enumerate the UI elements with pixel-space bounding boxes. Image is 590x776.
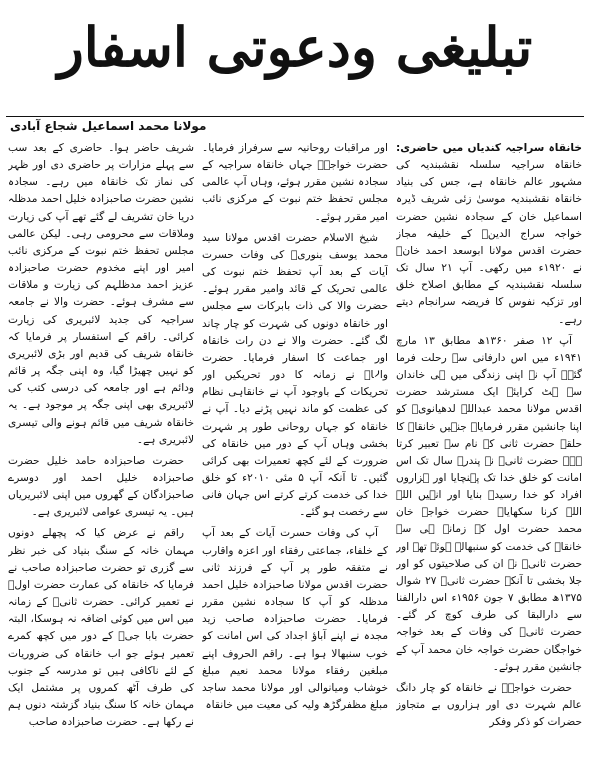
paragraph: آپ ۱۲ صفر ۱۳۶۰ھ مطابق ۱۳ مارچ ۱۹۴۱ء میں اس دارفانی سے رحلت فرما گئے۔ آپ نے اپنی زندگی میں ہی خاندان سے ہٹ کرایئے ایک مسترشد حضرت اقدس مولانا محمد عبداللہ لدھیانویؒ کو اپنا جانشین مقرر فرمایا۔ جنہیں خانقاہ کا حلقہ حضرت ثانی کے نام سے تعبیر کرتا ہے۔ حضرت ثانیؒ نے پندرہ سال تک اس امانت کو خلق خدا تک پہنچایا اور ہزاروں افراد کو خدا رسیدہ بنایا اور انہیں اللہ اللہ کرنا سکھایا۔ حضرت خواجہ خان محمد حضرت اول کے زمانہ ہی سے خانقاہ کی خدمت کو سنبھالے ہوئے تھے اور حضرت ثانیؒ نے ان کی صلاحیتوں کو اور جلا بخشی تا آنکہ حضرت ثانیؒ ۲۷ شوال ۱۳۷۵ھ مطابق ۷ جون ۱۹۵۶ء اس دارالفنا سے دارالبقا کی طرف کوچ کر گئے۔ حضرت ثانیؒ کی وفات کے بعد خواجہ خواجگان حضرت خواجہ خان محمد آپ کے جانشین مقرر ہوئے۔ [396, 334, 582, 673]
paragraph: حضرت خواجہؒ نے خانقاہ کو چار دانگ عالم شہرت دی اور ہزاروں بے متجاوز حضرات کو ذکر وفکر [396, 681, 582, 729]
header-rule [6, 116, 584, 117]
author-byline: مولانا محمد اسماعیل شجاع آبادی [10, 119, 207, 133]
paragraph-text: خانقاہ سراجیہ سلسلہ نقشبندیہ کی مشہور عالم خانقاہ ہے، جس کی بنیاد خانقاہ نقشبندیہ موسیٰ زئی شریف ڈیرہ اسماعیل خان کے سجادہ نشین حضرت خواجہ سراج الدینؒ کے خلیفہ مجاز حضرت اقدس مولانا ابوسعد احمد خانؒ نے ۱۹۲۰ء میں رکھی۔ آپ ۲۱ سال تک سلسلہ نقشبندیہ کے مطابق اصلاح خلق اور تزکیہ نفوس کا فریضہ سرانجام دیتے رہے۔ [396, 159, 582, 326]
paragraph: شیخ الاسلام حضرت اقدس مولانا سید محمد یوسف بنوریؒ کی وفات حسرت آیات کے بعد آپ تحفظ ختم نبوت کی عالمی تحریک کے قائد وامیر مقرر ہوئے۔ حضرت والا کی ذات بابرکات سے مجلس اور خانقاہ دونوں کی شہرت کو چار چاند لگ گئے۔ حضرت والا نے دن رات خانقاہ اور جماعت کا اسفار فرمایا۔ حضرت والاؒ نے زمانہ کا دور تحریکیں اور تحریکات کے باوجود آپ نے خانقاہی نظام کی عظمت کو ماند نہیں پڑنے دیا۔ آپ نے خانقاہ کو جہاں روحانی طور پر شہرت بخشی وہاں آپ کے دور میں خانقاہ کی ضرورت کے لئے کچھ تعمیرات بھی کرائی گئیں۔ تا آنکہ آپ ۵ مئی ۲۰۱۰ء کو خلق خدا کی خدمت کرتے کرتے اس جہان فانی سے رخصت ہو گئے۔ [202, 231, 388, 519]
paragraph: راقم نے عرض کیا کہ پچھلے دونوں مہمان خانہ کے سنگ بنیاد کی خبر نظر سے گزری تو حضرت صاحبزادہ صاحب نے فرمایا کہ خانقاہ کی عمارت حضرت اولؒ نے تعمیر کرائی۔ حضرت ثانیؒ کے زمانہ میں اس میں کوئی اضافہ نہ ہوسکا، البتہ حضرت بابا جیؒ کے دور میں کچھ کمرے تعمیر ہوئے جو اب خانقاہ کی ضروریات کے لئے ناکافی ہیں تو مدرسہ کے جنوب کی طرف آٹھ کمروں پر مشتمل ایک مہمان خانہ کا سنگ بنیاد گزشتہ دنوں ہم نے رکھا ہے۔ حضرت صاحبزادہ صاحب [8, 527, 194, 729]
article-title: تبلیغی ودعوتی اسفار [57, 15, 533, 79]
paragraph: شریف حاضر ہوا۔ حاضری کے بعد سب سے پہلے مزارات پر حاضری دی اور ظہر کی نماز تک خانقاہ میں رہے۔ سجادہ نشین حضرت صاحبزادہ خلیل احمد مدظلہ دریا خان تشریف لے گئے تھے آپ کی زیارت وملاقات سے محرومی رہی۔ لیکن عالمی مجلس تحفظ ختم نبوت کے مرکزی نائب امیر اور اپنے مخدوم حضرت صاحبزادہ عزیز احمد مدظلہم کی زیارت و ملاقات سے مشرف ہوئے۔ حضرت والا نے جامعہ سراجیہ کی جدید لائبریری کی زیارت کرائی۔ راقم کے استفسار پر فرمایا کہ خانقاہ شریف کی قدیم اور بڑی لائبریری کو نہیں چھیڑا گیا، وہ اپنی جگہ پر قائم ودائم ہے اور جامعہ کی درسی کتب کی لائبریری بھی اپنی جگہ پر موجود ہے۔ یہ خانقاہ شریف میں قائم ہونے والی تیسری لائبریری ہے۔ [8, 142, 194, 446]
column-2 [202, 140, 388, 770]
paragraph [396, 140, 582, 329]
column-1 [396, 140, 582, 770]
paragraph: اور مراقبات روحانیہ سے سرفراز فرمایا۔ حضرت خواجہؒ جہاں خانقاہ سراجیہ کے سجادہ نشین مقرر ہوئے، وہاں آپ عالمی مجلس تحفظ ختم نبوت کے مرکزی نائب امیر مقرر ہوئے۔ [202, 142, 388, 223]
column-3 [8, 140, 194, 770]
section-heading: خانقاہ سراجیہ کندیاں میں حاضری: [396, 142, 582, 154]
article-columns [8, 140, 582, 770]
paragraph: آپ کی وفات حسرت آیات کے بعد آپ کے خلفاء، جماعتی رفقاء اور اعزہ واقارب نے متفقہ طور پر آپ کے فرزند ثانی حضرت اقدس مولانا صاحبزادہ خلیل احمد مدظلہ کو آپ کا سجادہ نشین مقرر فرمایا۔ حضرت صاحبزادہ صاحب زید مجدہ نے اپنے آباؤ اجداد کی اس امانت کو خوب سنبھالا ہوا ہے۔ راقم الحروف اپنے مبلغین رفقاء مولانا محمد نعیم مبلغ خوشاب ومیانوالی اور مولانا محمد ساجد مبلغ مظفرگڑھ ولیہ کی معیت میں خانقاہ [202, 527, 388, 711]
paragraph: حضرت صاحبزادہ حامد خلیل حضرت صاحبزادہ خلیل احمد اور دوسرے صاحبزادگان کے گھروں میں اپنی لائبریریاں ہیں۔ یہ تیسری عوامی لائبریری ہے۔ [8, 454, 194, 519]
